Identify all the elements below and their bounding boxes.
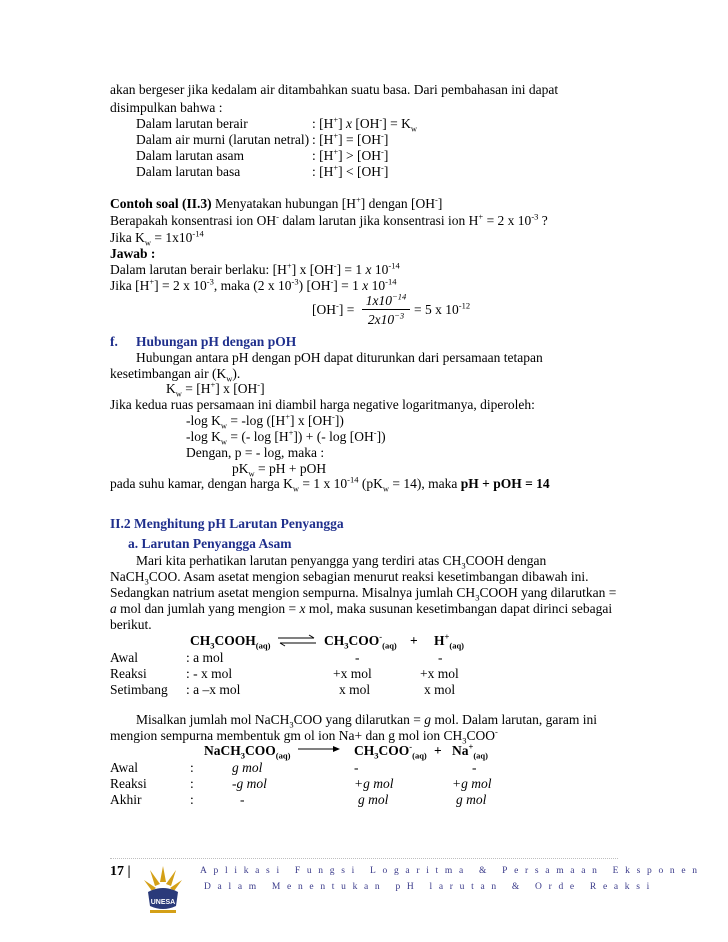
t2-row-3-c2: g mol [358, 792, 389, 807]
t1-row-1-c2: - [355, 650, 360, 665]
section-ii2-para-4: a mol dan jumlah yang mengion = x mol, maka susunan kesetimbangan dapat dirinci sebagai [110, 601, 613, 616]
equilibrium-arrow-icon [276, 634, 318, 648]
example-question: Berapakah konsentrasi ion OH- dalam larutan jika konsentrasi ion H+ = 2 x $10^{-3}$ ? [110, 211, 548, 228]
eq2-product-acetate: $CH_3COO^-_{(aq)}$ [354, 741, 427, 761]
example-answer-heading: Jawab : [110, 246, 156, 261]
section-f-para-1: Hubungan antara pH dengan pOH dapat diturunkan dari persamaan tetapan [136, 350, 543, 365]
t2-row-1-c1: g mol [232, 760, 263, 775]
example-answer-line-2: Jika [H+] = 2 x $10^{-3}$, maka (2 x $10^{-3}$) [OH-] = 1 x $10^{-14}$ [110, 276, 397, 293]
intro-row-2-label: Dalam air murni (larutan netral) [136, 132, 310, 147]
fraction-denominator: $2x10^{-3}$ [367, 310, 405, 327]
section-f-log-line-3: Dengan, p = - log, maka : [186, 445, 325, 460]
intro-row-1-label: Dalam larutan berair [136, 116, 248, 131]
footer-line-1: Aplikasi Fungsi Logaritma & Persamaan Eksponen [200, 866, 704, 876]
example-answer-result: = 5 x $10^{-12}$ [414, 300, 471, 317]
section-f-pkw: $pK_w$ = pH + pOH [232, 461, 327, 479]
t1-row-2-c1: : - x mol [186, 666, 233, 681]
reaction-arrow-icon [296, 744, 342, 754]
intro-line-2: disimpulkan bahwa : [110, 100, 223, 115]
section-ii2-para-3: Sedangkan natrium asetat mengion sempurna. Misalnya jumlah $CH_3COOH$ yang dilarutkan = [110, 585, 617, 603]
t1-row-2-label: Reaksi [110, 666, 147, 681]
section-ii2-para-5: berikut. [110, 617, 152, 632]
t1-row-2-c2: +x mol [333, 666, 372, 681]
t1-row-1-c3: - [438, 650, 443, 665]
example-answer-line-1: Dalam larutan berair berlaku: [H+] x [OH-] = 1 x $10^{-14}$ [110, 260, 400, 277]
example-kw: Jika $K_w = 1x10^{-14}$ [110, 228, 204, 248]
section-ii2-title: II.2 Menghitung pH Larutan Penyangga [110, 516, 344, 531]
t2-row-2-colon: : [190, 776, 194, 791]
section-ii2-para-6: Misalkan jumlah mol NaCH$_3$COO yang dilarutkan = g mol. Dalam larutan, garam ini [136, 712, 598, 730]
section-f-kw-equation: $K_w = [H^+]$ x [OH-] [166, 379, 265, 399]
t2-row-3-colon: : [190, 792, 194, 807]
t2-row-1-c3: - [472, 760, 477, 775]
section-f-para-2: kesetimbangan air $(K_w)$. [110, 366, 241, 384]
t2-row-1-colon: : [190, 760, 194, 775]
section-f-log-line-2: -log $K_w$ = (- log [H+]) + (- log [OH-]) [186, 427, 386, 447]
example-title: Contoh soal (II.3) Menyatakan hubungan [H+] dengan [OH-] [110, 194, 443, 211]
eq2-plus: + [434, 743, 442, 758]
intro-row-3-label: Dalam larutan asam [136, 148, 244, 163]
t2-row-2-c2: +g mol [354, 776, 394, 791]
eq2-reactant: $NaCH_3COO_{(aq)}$ [204, 743, 291, 761]
t1-row-3-c2: x mol [339, 682, 371, 697]
section-f-label: f. [110, 334, 118, 349]
t2-row-1-c2: - [354, 760, 359, 775]
t2-row-2-label: Reaksi [110, 776, 147, 791]
eq1-reactant: $CH_3COOH_{(aq)}$ [190, 633, 271, 651]
t1-row-3-c1: : a –x mol [186, 682, 241, 697]
intro-row-4-label: Dalam larutan basa [136, 164, 241, 179]
section-ii2-subtitle: a. Larutan Penyangga Asam [128, 536, 292, 551]
t1-row-3-label: Setimbang [110, 682, 168, 697]
page-number: 17 | [110, 864, 131, 879]
t2-row-3-c1: - [240, 792, 245, 807]
intro-row-1-formula: : [H+] x $[OH^-] = K_w$ [312, 114, 418, 134]
t2-row-2-c3: +g mol [452, 776, 492, 791]
t2-row-3-label: Akhir [110, 792, 142, 807]
eq1-product-acetate: $CH_3COO^-_{(aq)}$ [324, 631, 397, 651]
t1-row-1-label: Awal [110, 650, 139, 665]
fraction-numerator: $1x10^{-14}$ [365, 291, 407, 308]
eq2-product-na: $Na^+_{(aq)}$ [452, 741, 488, 761]
section-ii2-para-2: NaCH$_3$COO. Asam asetat mengion sebagian menurut reaksi kesetimbangan dibawah ini. [110, 569, 589, 587]
section-f-conclusion: pada suhu kamar, dengan harga $K_w = 1$ x $10^{-14}$ $(pK_w = 14)$, maka pH + pOH = 14 [110, 474, 550, 494]
t1-row-3-c3: x mol [424, 682, 456, 697]
eq1-product-h: $H^+_{(aq)}$ [434, 631, 464, 651]
t2-row-1-label: Awal [110, 760, 139, 775]
section-f-title: Hubungan pH dengan pOH [136, 334, 297, 349]
section-ii2-para-7: mengion sempurna membentuk gm ol ion Na+ dan g mol ion $CH_3COO^-$ [110, 726, 498, 746]
intro-line-1: akan bergeser jika kedalam air ditambahkan suatu basa. Dari pembahasan ini dapat [110, 82, 559, 97]
example-answer-line-3: [OH-] = [312, 300, 355, 317]
section-f-log-line-1: -log $K_w = -\log$ ([H+] x [OH-]) [186, 411, 344, 431]
intro-row-4-formula: : [H+] < [OH-] [312, 162, 389, 179]
t2-row-2-c1: -g mol [232, 776, 267, 791]
eq1-plus: + [410, 633, 418, 648]
intro-row-3-formula: : [H+] > [OH-] [312, 146, 389, 163]
section-ii2-para-1: Mari kita perhatikan larutan penyangga yang terdiri atas $CH_3COOH$ dengan [136, 553, 547, 571]
section-f-para-3: Jika kedua ruas persamaan ini diambil harga negative logaritmanya, diperoleh: [110, 397, 535, 412]
unesa-logo-icon [140, 862, 186, 922]
intro-row-2-formula: : [H+] = [OH-] [312, 130, 389, 147]
t1-row-1-c1: : a mol [186, 650, 224, 665]
t1-row-2-c3: +x mol [420, 666, 459, 681]
footer-line-2: Dalam Menentukan pH larutan & Orde Reaksi [204, 882, 656, 892]
footer-rule [110, 858, 618, 859]
svg-text:UNESA: UNESA [150, 899, 176, 906]
t2-row-3-c3: g mol [456, 792, 487, 807]
